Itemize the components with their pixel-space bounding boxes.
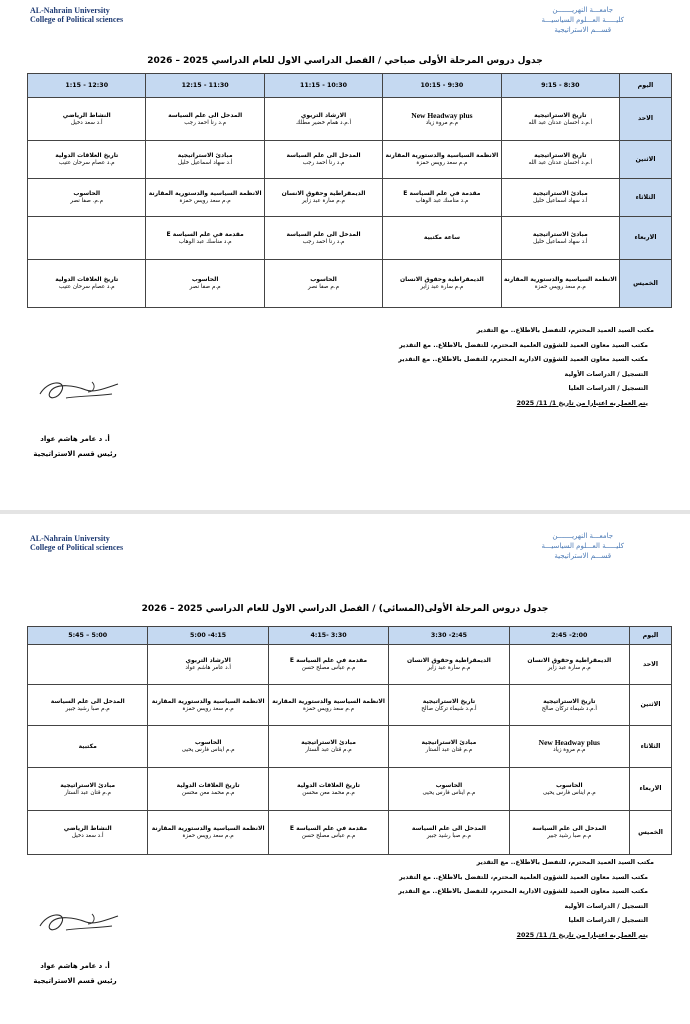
class-cell: الديمقراطية وحقوق الانسان م.م سارة عبد زاير (383, 260, 501, 308)
note-line: التسجيل / الدراسات العليا (568, 917, 648, 924)
class-cell: الانظمة السياسية والدستورية المقارنة م.م سعد رويس حمزة (501, 260, 619, 308)
effective-date-note: يتم العمل به اعتبارا من تاريخ 1/ 11/ 2025 (516, 399, 648, 407)
university-name-ar: جامعـــة النهريـــــــن (552, 532, 614, 540)
class-cell: المدخل الى علم السياسة م.م صبا رشيد جبير (28, 685, 148, 726)
class-cell: الحاسوب م.م ايناس فارس يحيى (148, 726, 268, 768)
class-cell: المدخل الى علم السياسة م.م صبا رشيد جبير (389, 811, 509, 855)
class-cell: الديمقراطية وحقوق الانسان م.م سارة عبد زاير (389, 645, 509, 685)
university-header-ar (541, 5, 624, 35)
class-cell: تاريخ العلاقات الدولية م.م محمد معن محسن (268, 768, 388, 811)
signature-block (30, 432, 120, 462)
page-title: جدول دروس المرحلة الأولى صباحي / الفصل الدراسي الاول للعام الدراسي 2025 – 2026 (147, 56, 543, 66)
day-cell: الاثنين (630, 685, 672, 726)
class-cell: المدخل الى علم السياسة م.د رنا احمد رجب (264, 217, 382, 260)
class-cell: مكتبية (28, 726, 148, 768)
period-header: 4:15- 5:00 (148, 627, 268, 645)
period-header: 8:30 - 9:15 (501, 74, 619, 98)
period-header: 11:30 - 12:15 (146, 74, 264, 98)
period-header: 5:00 – 5:45 (28, 627, 148, 645)
class-cell: الحاسوب م.م ايناس فارس يحيى (389, 768, 509, 811)
class-cell: مبادئ الاستراتيجية م.م قتان عبد الستار (389, 726, 509, 768)
day-column-header: اليوم (620, 74, 672, 98)
effective-date-note: يتم العمل به اعتبارا من تاريخ 1/ 11/ 2025 (516, 931, 648, 939)
class-cell: المدخل الى علم السياسة م.د رنا احمد رجب (264, 141, 382, 179)
class-cell: مقدمة في علم السياسة E م.د مناسك عبد الوهاب (146, 217, 264, 260)
class-cell: تاريخ الاستراتيجية أ.م.د شيماء تركان صالح (389, 685, 509, 726)
period-header: 10:30 - 11:15 (264, 74, 382, 98)
note-line: مكتب السيد العميد المحترم، للتفضل بالاطلاع.. مع التقدير (476, 327, 654, 334)
university-header-en (30, 6, 123, 24)
day-cell: الخميس (630, 811, 672, 855)
college-name-ar: كليـــــة العـــلوم السياسيـــة (541, 542, 624, 550)
class-cell: مبادئ الاستراتيجية م.م قتان عبد الستار (28, 768, 148, 811)
signer-name: أ. د عامر هاشم عواد (40, 435, 110, 443)
table-row (28, 685, 672, 726)
class-cell: الحاسوب م.م. صفا نصر (28, 179, 146, 217)
signer-title: رئيس قسم الاستراتيجية (33, 977, 117, 985)
class-cell: المدخل الى علم السياسة م.د رنا احمد رجب (146, 98, 264, 141)
day-cell: الاحد (630, 645, 672, 685)
signer-name: أ. د عامر هاشم عواد (40, 962, 110, 970)
morning-schedule-page (0, 0, 690, 510)
schedule-table (27, 73, 672, 308)
class-cell: مبادئ الاستراتيجية أ.د سهاد اسماعيل خليل (146, 141, 264, 179)
class-cell: تاريخ الاستراتيجية أ.م.د احسان عدنان عبد الله (501, 141, 619, 179)
class-cell: النشاط الرياضي أ.د سعد دخيل (28, 98, 146, 141)
class-cell: مبادئ الاستراتيجية أ.د سهاد اسماعيل خليل (501, 179, 619, 217)
table-row (28, 141, 672, 179)
table-row (28, 726, 672, 768)
table-row (28, 768, 672, 811)
table-row (28, 811, 672, 855)
class-cell: الانظمة السياسية والدستورية المقارنة م.م سعد رويس حمزة (148, 685, 268, 726)
note-line: مكتب السيد معاون العميد للشؤون الادارية المحترم، للتفضل بالاطلاع.. مع التقدير (398, 888, 648, 895)
day-cell: الاثنين (620, 141, 672, 179)
note-line: مكتب السيد العميد المحترم، للتفضل بالاطلاع.. مع التقدير (476, 859, 654, 866)
note-line: التسجيل / الدراسات الأولية (564, 370, 648, 378)
day-cell: الاحد (620, 98, 672, 141)
class-cell: الانظمة السياسية والدستورية المقارنة م.م سعد رويس حمزة (148, 811, 268, 855)
day-cell: الاربعاء (620, 217, 672, 260)
table-row (28, 98, 672, 141)
day-column-header: اليوم (630, 627, 672, 645)
college-name-en: College of Political sciences (30, 15, 124, 24)
class-cell: الحاسوب م.م صفا نصر (146, 260, 264, 308)
day-cell: الثلاثاء (630, 726, 672, 768)
class-cell: المدخل الى علم السياسة م.م صبا رشيد جبير (509, 811, 629, 855)
table-header-row (28, 74, 672, 98)
day-cell: الثلاثاء (620, 179, 672, 217)
signer-title: رئيس قسم الاستراتيجية (33, 450, 117, 458)
distribution-notes (398, 324, 654, 411)
class-cell: تاريخ العلاقات الدولية م.م محمد معن محسن (148, 768, 268, 811)
university-header-ar (541, 531, 624, 561)
class-cell: تاريخ العلاقات الدولية م.د عصام سرحان عتيب (28, 260, 146, 308)
note-line: التسجيل / الدراسات العليا (568, 385, 648, 392)
class-cell: الحاسوب م.م ايناس فارس يحيى (509, 768, 629, 811)
college-name-ar: كليـــــة العـــلوم السياسيـــة (541, 16, 624, 24)
schedule-table (27, 626, 672, 855)
college-name-en: College of Political sciences (30, 543, 124, 552)
distribution-notes (398, 856, 654, 943)
class-cell: مبادئ الاستراتيجية م.م قتان عبد الستار (268, 726, 388, 768)
table-row (28, 217, 672, 260)
university-name-en: AL-Nahrain University (30, 534, 110, 543)
signature-image (36, 372, 126, 406)
class-cell: مقدمة في علم السياسة E م.د مناسك عبد الوهاب (383, 179, 501, 217)
class-cell: الديمقراطية وحقوق الانسان م.م سارة عبد زاير (509, 645, 629, 685)
period-header: 9:30 - 10:15 (383, 74, 501, 98)
class-cell: تاريخ العلاقات الدولية م.د عصام سرحان عتيب (28, 141, 146, 179)
class-cell (28, 217, 146, 260)
class-cell: مبادئ الاستراتيجية أ.د سهاد اسماعيل خليل (501, 217, 619, 260)
page-title: جدول دروس المرحلة الأولى(المسائي) / الفصل الدراسي الاول للعام الدراسي 2025 – 2026 (141, 604, 549, 614)
class-cell: تاريخ الاستراتيجية أ.م.د شيماء تركان صالح (509, 685, 629, 726)
department-name-ar: قســـم الاستراتيجية (554, 552, 612, 560)
table-row (28, 179, 672, 217)
university-name-en: AL-Nahrain University (30, 6, 110, 15)
table-row (28, 645, 672, 685)
note-line: التسجيل / الدراسات الأولية (564, 902, 648, 910)
class-cell: New Headway plus م.م مروة زياد (383, 98, 501, 141)
class-cell: ساعة مكتبية (383, 217, 501, 260)
department-name-ar: قســـم الاستراتيجية (554, 26, 612, 34)
class-cell: تاريخ الاستراتيجية أ.م.د احسان عدنان عبد الله (501, 98, 619, 141)
note-line: مكتب السيد معاون العميد للشؤون الادارية المحترم، للتفضل بالاطلاع.. مع التقدير (398, 356, 648, 363)
class-cell: الحاسوب م.م صفا نصر (264, 260, 382, 308)
class-cell: الديمقراطية وحقوق الانسان م.م سارة عبد زاير (264, 179, 382, 217)
class-cell: الانظمة السياسية والدستورية المقارنة م.م سعد رويس حمزة (268, 685, 388, 726)
university-name-ar: جامعـــة النهريـــــــن (552, 6, 614, 14)
period-header: 2:45- 3:30 (389, 627, 509, 645)
class-cell (28, 645, 148, 685)
signature-image (36, 904, 126, 938)
period-header: 3:30 -4:15 (268, 627, 388, 645)
day-cell: الاربعاء (630, 768, 672, 811)
class-cell: الارشاد التربوي أ.م.د همام خضير مطلك (264, 98, 382, 141)
period-header: 2:00- 2:45 (509, 627, 629, 645)
table-header-row (28, 627, 672, 645)
class-cell: مقدمة في علم السياسة E م.م عباس مصلح حسن (268, 811, 388, 855)
period-header: 12:30 - 1:15 (28, 74, 146, 98)
class-cell: الارشاد التربوي أ.د عامر هاشم عواد (148, 645, 268, 685)
class-cell: الانظمة السياسية والدستورية المقارنة م.م سعد رويس حمزة (383, 141, 501, 179)
note-line: مكتب السيد معاون العميد للشؤون العلمية المحترم، للتفضل بالاطلاع.. مع التقدير (399, 873, 648, 881)
table-row (28, 260, 672, 308)
evening-schedule-page (0, 514, 690, 1024)
class-cell: مقدمة في علم السياسة E م.م عباس مصلح حسن (268, 645, 388, 685)
class-cell: الانظمة السياسية والدستورية المقارنة م.م سعد رويس حمزة (146, 179, 264, 217)
class-cell: النشاط الرياضي أ.د سعد دخيل (28, 811, 148, 855)
note-line: مكتب السيد معاون العميد للشؤون العلمية المحترم، للتفضل بالاطلاع.. مع التقدير (399, 341, 648, 349)
class-cell: New Headway plus م.م مروة زياد (509, 726, 629, 768)
signature-block (30, 959, 120, 989)
university-header-en (30, 534, 123, 552)
day-cell: الخميس (620, 260, 672, 308)
